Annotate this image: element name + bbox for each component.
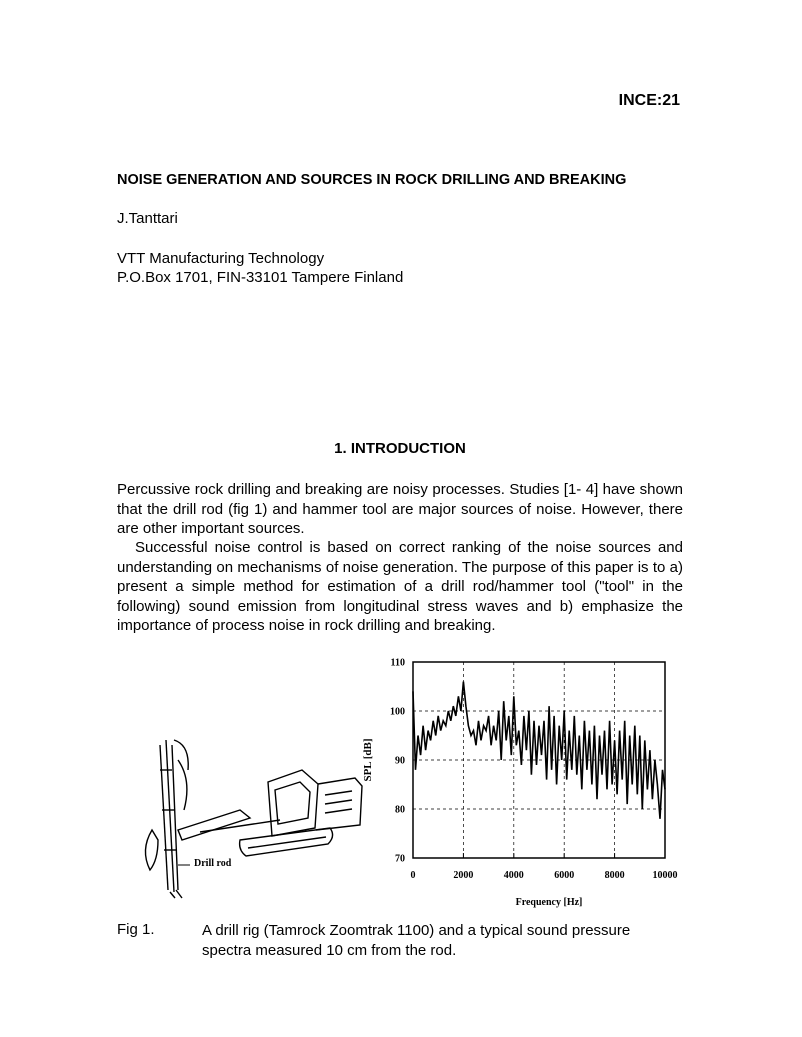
spl-spectrum-chart (355, 650, 700, 915)
affiliation-line-1: VTT Manufacturing Technology (117, 250, 325, 267)
y-tick-label: 90 (395, 755, 405, 767)
x-tick-label: 4000 (503, 870, 524, 881)
y-tick-label: 70 (395, 853, 405, 865)
paper-title: NOISE GENERATION AND SOURCES IN ROCK DRILLING AND BREAKING (117, 172, 627, 188)
paragraph-2: Successful noise control is based on correct ranking of the noise sources and understanding on mechanisms of noise generation. The purpose of this paper is to a) present a simple method for estimation of a drill rod/hammer tool ("tool" in the following) sound emission from longitudinal stress waves and b) emphasize the importance of process noise in rock drilling and breaking. (117, 539, 683, 634)
drill-rig-illustration (130, 700, 370, 900)
x-tick-label: 2000 (453, 870, 474, 881)
spl-series-line (413, 682, 665, 819)
x-tick-label: 6000 (554, 870, 575, 881)
figure-caption-text: A drill rig (Tamrock Zoomtrak 1100) and a typical sound pressure spectra measured 10 cm from the rod. (202, 922, 631, 959)
paragraph-1: Percussive rock drilling and breaking are noisy processes. Studies [1- 4] have shown that the drill rod (fig 1) and hammer tool are major sources of noise. However, there are other important sources. (117, 481, 683, 537)
y-tick-labels (390, 658, 405, 865)
y-tick-label: 110 (390, 657, 405, 669)
drill-rod-label: Drill rod (194, 858, 232, 869)
figure-caption-label: Fig 1. (117, 921, 155, 938)
x-tick-label: 10000 (652, 870, 678, 881)
chart-grid (413, 662, 665, 858)
y-tick-label: 100 (390, 706, 405, 718)
x-tick-label: 8000 (604, 870, 625, 881)
y-tick-label: 80 (395, 804, 405, 816)
section-heading: 1. INTRODUCTION (334, 440, 466, 457)
x-tick-labels (411, 870, 678, 881)
x-axis-label: Frequency [Hz] (515, 897, 583, 908)
x-tick-label: 0 (410, 870, 416, 881)
author: J.Tanttari (117, 210, 178, 227)
affiliation-line-2: P.O.Box 1701, FIN-33101 Tampere Finland (117, 269, 404, 286)
y-axis-label: SPL [dB] (362, 738, 374, 782)
document-id: INCE:21 (618, 92, 680, 109)
